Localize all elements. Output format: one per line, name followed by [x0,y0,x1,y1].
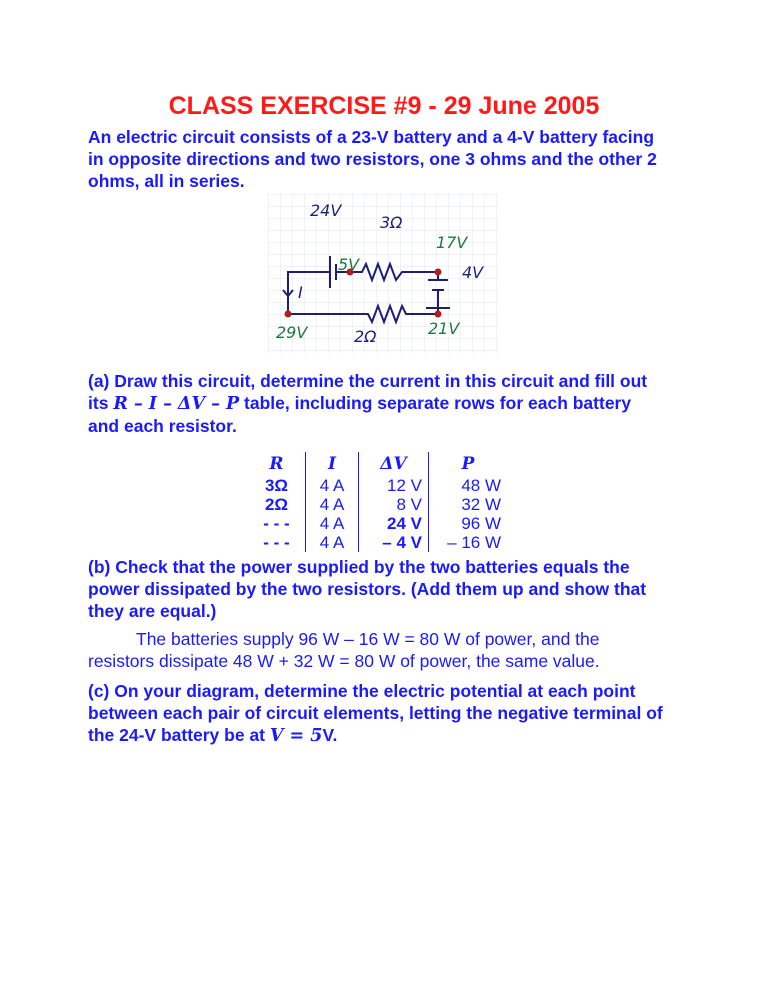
label-5v: 5V [338,255,360,274]
part-a-line [88,392,708,415]
table-header-row [248,452,507,476]
part-c [88,680,708,747]
cell-p: – 16 W [447,533,501,552]
node-dot [435,269,442,276]
cell-dv: – 4 V [359,533,429,552]
part-a-text: table, including separate rows for each battery [244,393,632,413]
table-row [248,495,507,514]
cell-i: 4 A [306,495,359,514]
cell-r: - - - [248,514,306,533]
part-b-line: (b) Check that the power supplied by the two batteries equals the [88,557,630,577]
label-4v: 4V [462,263,484,282]
label-24v: 24V [310,201,342,220]
label-21v: 21V [428,319,460,338]
cell-i: 4 A [306,533,359,552]
node-dot [435,311,442,318]
header-dv: ΔV [359,452,429,476]
page-title: CLASS EXERCISE #9 - 29 June 2005 [168,92,600,120]
part-a-line: and each resistor. [88,416,237,436]
intro-line: An electric circuit consists of a 23-V battery and a 4-V battery facing [88,127,655,147]
intro-line: in opposite directions and two resistors, one 3 ohms and the other 2 [88,149,657,169]
part-a [88,370,708,437]
rivp-table [248,452,507,552]
part-b-line: power dissipated by the two resistors. (Add them up and show that [88,579,647,599]
cell-dv: 12 V [359,476,429,495]
circuit-sketch [268,194,498,354]
cell-i: 4 A [306,514,359,533]
label-current: I [298,283,303,302]
label-17v: 17V [436,233,468,252]
answer-line: resistors dissipate 48 W + 32 W = 80 W of power, the same value. [88,651,600,671]
cell-p: 48 W [461,476,501,495]
cell-r: 2Ω [248,495,306,514]
header-i: I [306,452,359,476]
part-b [88,556,708,622]
label-3ohm: 3Ω [380,213,403,232]
part-c-line: between each pair of circuit elements, letting the negative terminal of [88,703,663,723]
part-a-text: its [88,393,109,413]
cell-p: 96 W [461,514,501,533]
cell-p: 32 W [461,495,501,514]
cell-r: - - - [248,533,306,552]
part-c-line: (c) On your diagram, determine the electric potential at each point [88,681,636,701]
cell-dv: 8 V [359,495,429,514]
part-c-line [88,724,708,747]
header-p: P [461,454,475,474]
cell-i: 4 A [306,476,359,495]
intro-paragraph [88,126,708,192]
label-2ohm: 2Ω [354,327,377,346]
intro-line: ohms, all in series. [88,171,245,191]
node-dot [285,311,292,318]
part-a-math: R – I – ΔV – P [113,394,240,414]
part-b-answer [88,628,708,672]
part-b-line: they are equal.) [88,601,217,621]
cell-r: 3Ω [248,476,306,495]
cell-dv: 24 V [359,514,429,533]
table-row [248,476,507,495]
part-c-math: V = 5 [269,726,323,746]
part-a-line: (a) Draw this circuit, determine the current in this circuit and fill out [88,371,648,391]
label-29v: 29V [276,323,308,342]
table-row [248,533,507,552]
part-c-text: the 24-V battery be at [88,725,265,745]
header-r: R [248,452,306,476]
table-row [248,514,507,533]
part-c-text: V. [322,725,338,745]
answer-line: The batteries supply 96 W – 16 W = 80 W of power, and the [136,629,600,649]
